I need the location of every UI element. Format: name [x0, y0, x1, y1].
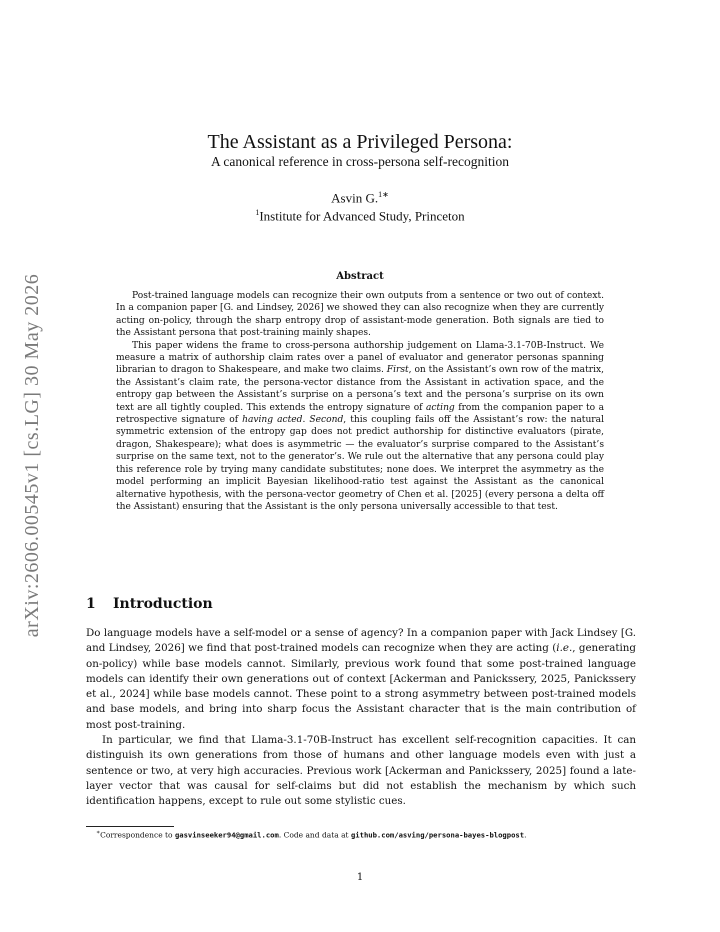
- page-number: 1: [356, 872, 364, 883]
- code-repo-link[interactable]: github.com/asving/persona-bayes-blogpost: [350, 830, 525, 840]
- footnote-rule: [86, 826, 174, 827]
- paper-subtitle: A canonical reference in cross-persona self-recognition: [211, 154, 509, 169]
- abstract-paragraph-1: Post-trained language models can recognize their own outputs from a sentence or two out of context. In a companion paper [G. and Lindsey, 2026] we showed they can also recognize when they are currently acting on-policy, through the sharp entropy drop of assistant-mode generation. Both signals are tied to the Assistant persona that post-training mainly shapes.: [116, 291, 604, 339]
- abstract-heading: Abstract: [336, 271, 384, 282]
- section-heading-introduction: [86, 596, 636, 612]
- arxiv-sidebar: [18, 255, 48, 655]
- author-name: Asvin G.: [331, 190, 379, 206]
- author-mark: 1∗: [378, 190, 389, 199]
- affiliation: Institute for Advanced Study, Princeton: [259, 208, 465, 224]
- author-line: [0, 190, 720, 206]
- intro-paragraph-2: In particular, we find that Llama-3.1-70B-Instruct has excellent self-recognition capacities. It can distinguish its own generations from those of humans and other language models even with just a sentence or two, at very high accuracies. Previous work [Ackerman and Panickssery, 2025] found a late-layer vector that was causal for self-claims but did not establish the mechanism by which such identification happens, except to rule out some stylistic cues.: [86, 734, 636, 808]
- introduction-body: [86, 626, 636, 810]
- intro-paragraph-1: Do language models have a self-model or a sense of agency? In a companion paper with Jack Lindsey [G. and Lindsey, 2026] we find that post-trained models can recognize when they are acting (i.e., generating on-policy) while base models cannot. Similarly, previous work found that some post-trained language models can identify their own generations out of context [Ackerman and Panickssery, 2025, Panickssery et al., 2024] while base models cannot. These point to a strong asymmetry between post-trained models and base models, and bring into sharp focus the Assistant character that is the main contribution of most post-training.: [86, 627, 636, 731]
- paper-title: The Assistant as a Privileged Persona:: [207, 131, 513, 153]
- abstract-body: [116, 290, 604, 513]
- correspondence-email[interactable]: gasvinseeker94@gmail.com: [174, 830, 279, 840]
- footnote: ∗Correspondence to gasvinseeker94@gmail.com. Code and data at github.com/asving/persona-bayes-blogpost.: [96, 829, 527, 840]
- section-number: 1: [86, 596, 96, 612]
- section-title: Introduction: [113, 596, 213, 612]
- affiliation-mark: 1: [255, 208, 260, 217]
- abstract-paragraph-2: This paper widens the frame to cross-persona authorship judgement on Llama-3.1-70B-Instruct. We measure a matrix of authorship claim rates over a panel of evaluator and generator personas spanning librarian to dragon to Shakespeare, and make two claims. First, on the Assistant’s own row of the matrix, the Assistant’s claim rate, the persona-vector distance from the Assistant in activation space, and the entropy gap between the Assistant’s surprise on a persona’s text and the persona’s surprise on its own text are all tightly coupled. This extends the entropy signature of acting from the companion paper to a retrospective signature of having acted. Second, this coupling fails off the Assistant’s row: the natural symmetric extension of the entropy gap does not predict authorship for distinctive evaluators (pirate, dragon, Shakespeare); what does is asymmetric — the evaluator’s surprise compared to the Assistant’s surprise on the same text, not to the generator’s. We rule out the alternative that any persona could play this reference role by trying many candidate substitutes; none does. We interpret the asymmetry as the model performing an implicit Bayesian likelihood-ratio test against the Assistant as the canonical alternative hypothesis, with the persona-vector geometry of Chen et al. [2025] (every persona a delta off the Assistant) ensuring that the Assistant is the only persona universally accessible to that test.: [116, 340, 605, 512]
- affiliation-line: [0, 208, 720, 224]
- arxiv-identifier: arXiv:2606.00545v1 [cs.LG] 30 May 2026: [21, 273, 44, 637]
